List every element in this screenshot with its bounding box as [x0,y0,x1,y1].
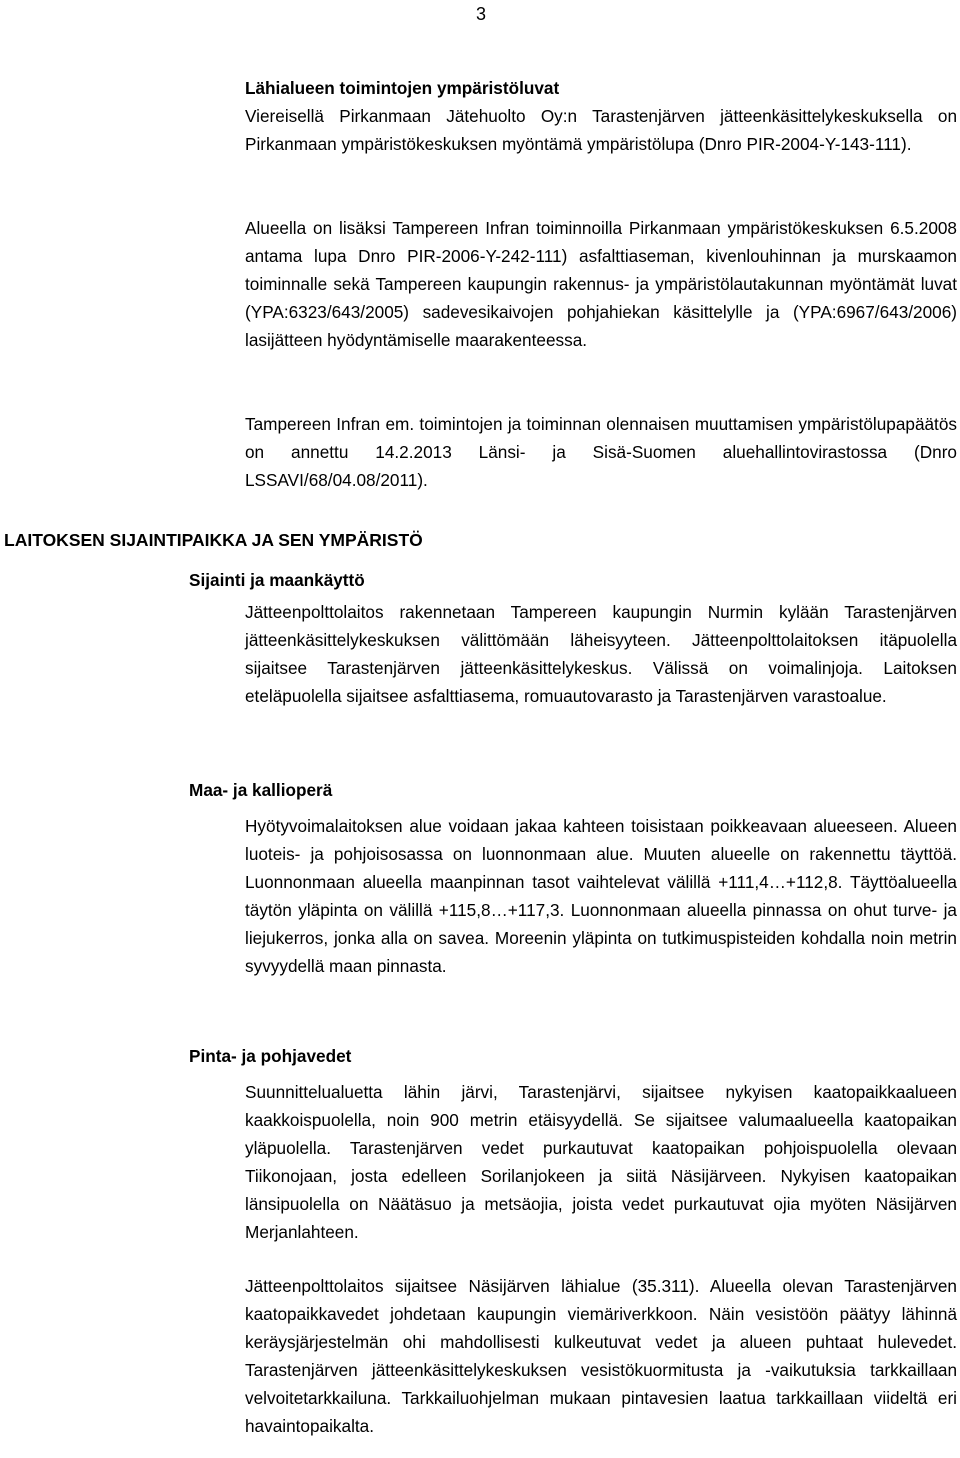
water-heading: Pinta- ja pohjavedet [189,1046,352,1066]
location-paragraph: Jätteenpolttolaitos rakennetaan Tampereen kaupungin Nurmin kylään Tarastenjärven jätteenkäsittelykeskuksen välittömään läheisyyteen. Jätteenpolttolaitoksen itäpuolella sijaitsee Tarastenjärven jätteenkäsittelykeskus. Välissä on voimalinjoja. Laitoksen eteläpuolella sijaitsee asfalttiasema, romuautovarasto ja Tarastenjärven varastoalue. [245,602,957,706]
permits-paragraph-1: Viereisellä Pirkanmaan Jätehuolto Oy:n Tarastenjärven jätteenkäsittelykeskuksella on Pirkanmaan ympäristökeskuksen myöntämä ympäristölupa (Dnro PIR-2004-Y-143-111). [245,106,957,154]
permits-heading: Lähialueen toimintojen ympäristöluvat [245,78,560,98]
permits-block [245,74,957,158]
permits-paragraph-3: Tampereen Infran em. toimintojen ja toiminnan olennaisen muuttamisen ympäristölupapäätös on annettu 14.2.2013 Länsi- ja Sisä-Suomen aluehallintovirastossa (Dnro LSSAVI/68/04.08/2011). [245,414,957,490]
location-heading: Sijainti ja maankäyttö [189,570,365,590]
section-heading: LAITOKSEN SIJAINTIPAIKKA JA SEN YMPÄRISTÖ [4,530,423,550]
water-paragraph-1: Suunnittelualuetta lähin järvi, Tarastenjärvi, sijaitsee nykyisen kaatopaikkaalueen kaakkoispuolella, noin 900 metrin etäisyydellä. Se sijaitsee valumaalueella kaatopaikan yläpuolella. Tarastenjärven vedet purkautuvat kaatopaikan pohjoispuolella olevaan Tiikonojaan, josta edelleen Sorilanjokeen ja siitä Näsijärveen. Nykyisen kaatopaikan länsipuolella on Näätäsuo ja metsäojia, joista vedet purkautuvat ojia myöten Näsijärven Merjanlahteen. [245,1082,957,1242]
water-paragraph-2: Jätteenpolttolaitos sijaitsee Näsijärven lähialue (35.311). Alueella olevan Tarastenjärven kaatopaikkavedet johdetaan kaupungin viemäriverkkoon. Näin vesistöön päätyy lähinnä keräysjärjestelmän ohi mahdollisesti kulkeutuvat vedet ja alueen puhtaat hulevedet. Tarastenjärven jätteenkäsittelykeskuksen vesistökuormitusta ja -vaikutuksia tarkkaillaan velvoitetarkkailuna. Tarkkailuohjelman mukaan pintavesien laatua tarkkaillaan viideltä eri havaintopaikalta. [245,1276,957,1436]
soil-heading: Maa- ja kallioperä [189,780,333,800]
soil-paragraph: Hyötyvoimalaitoksen alue voidaan jakaa kahteen toisistaan poikkeavaan alueeseen. Alueen luoteis- ja pohjoisosassa on luonnonmaan alue. Muuten alueelle on rakennettu täyttöä. Luonnonmaan alueella maanpinnan tasot vaihtelevat välillä +111,4…+112,8. Täyttöalueella täytön yläpinta on välillä +115,8…+117,3. Luonnonmaan alueella pinnassa on ohut turve- ja liejukerros, jonka alla on savea. Moreenin yläpinta on tutkimuspisteiden kohdalla noin metrin syvyydellä maan pinnasta. [245,816,957,976]
page-number: 3 [476,4,487,24]
permits-paragraph-2: Alueella on lisäksi Tampereen Infran toiminnoilla Pirkanmaan ympäristökeskuksen 6.5.2008 antama lupa Dnro PIR-2006-Y-242-111) asfalttiaseman, kivenlouhinnan ja murskaamon toiminnalle sekä Tampereen kaupungin rakennus- ja ympäristölautakunnan myöntämät luvat (YPA:6323/643/2005) sadevesikaivojen pohjahiekan käsittelylle ja (YPA:6967/643/2006) lasijätteen hyödyntämiselle maarakenteessa. [245,218,957,350]
